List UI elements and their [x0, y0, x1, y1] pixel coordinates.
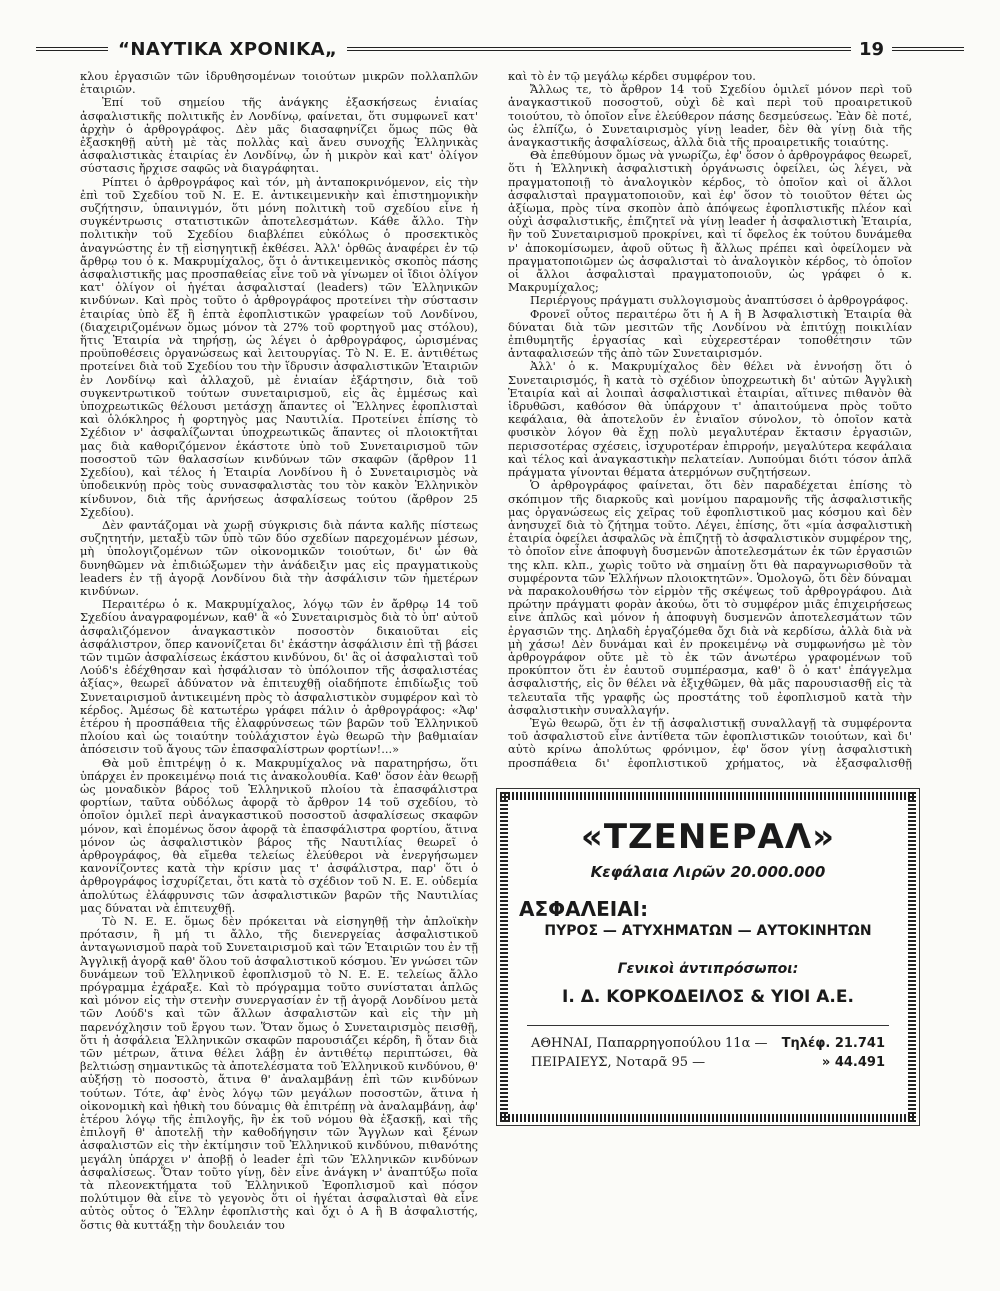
ad-border-left	[500, 792, 508, 1122]
ad-border-bottom	[500, 1114, 916, 1122]
ad-address-athens	[531, 1036, 885, 1051]
article-paragraph: Περιέργους πράγματι συλλογισμοὺς ἀναπτύσσει ὁ ἀρθρογράφος.	[530, 293, 909, 308]
ad-address-piraeus	[531, 1055, 885, 1070]
article-paragraph: Θὰ μοῦ ἐπιτρέψῃ ὁ κ. Μακρυμίχαλος νὰ παρατηρήσω, ὅτι ὑπάρχει ἐν προκειμένῳ ποιά τις ἀνακολουθία. Καθ' ὅσον ἐὰν θεωρῇ ὡς μοναδικὸν βάρος τοῦ Ἑλληνικοῦ πλοίου τὰ ἐπασφάλιστρα φορτίων, ταῦτα οὐδόλως ἀφορᾷ τὸ ἄρθρον 14 τοῦ σχεδίου, τὸ ὁποῖον ὁμιλεῖ περὶ ἀναγκαστικοῦ ποσοστοῦ ἀσφαλίσεως σκαφῶν μόνον, καὶ ἑπομένως ὅσον ἀφορᾷ τὰ ἐπασφάλιστρα φορτίου, ἅτινα μόνον ὡς ἀσφαλιστικὸν βάρος τῆς Ναυτιλίας θεωρεῖ ὁ ἀρθρογράφος, θὰ εἴμεθα τελείως ἐλεύθεροι νὰ ἐνεργήσωμεν κανονίζοντες κατὰ τὴν κρίσιν μας τ' ἀσφάλιστρα, παρ' ὅτι ὁ ἀρθρογράφος ἰσχυρίζεται, ὅτι κατὰ τὸ σχέδιον τοῦ Ν. Ε. Ε. οὐδεμία ἀπολύτως ἐλάφρυνσις τῶν ἀσφαλιστικῶν βαρῶν τῆς Ναυτιλίας μας δύναται νὰ ἐπιτευχθῇ.	[80, 755, 478, 915]
ad-border-right	[908, 792, 916, 1122]
article-paragraph: Ἄλλως τε, τὸ ἄρθρον 14 τοῦ Σχεδίου ὁμιλεῖ μόνον περὶ τοῦ ἀναγκαστικοῦ ποσοστοῦ, οὐχὶ δὲ καὶ περὶ τοῦ προαιρετικοῦ τοιούτου, τὸ ὁποῖον εἶνε ἐλεύθερον πάσης δεσμεύσεως. Ἐὰν δὲ ποτέ, ὡς ἐλπίζω, ὁ Συνεταιρισμὸς γίνῃ leader, δὲν θὰ γίνῃ διὰ τῆς ἀναγκαστικῆς ἀσφαλίσεως, ἀλλὰ διὰ τῆς προαιρετικῆς τοιαύτης.	[508, 82, 912, 150]
header-rule-right	[892, 47, 964, 51]
ad-brand-name: «ΤΖΕΝΕΡΑΛ»	[580, 817, 836, 857]
ad-address-phone: » 44.491	[821, 1055, 885, 1070]
masthead-title: “ΝΑΥΤΙΚΑ ΧΡΟΝΙΚΑ„	[118, 38, 338, 60]
article-paragraph: Τὸ Ν. Ε. Ε. ὅμως δὲν πρόκειται νὰ εἰσηγηθῇ τὴν ἀπλοϊκὴν πρότασιν, ἢ μή τι ἄλλο, τῆς διενεργείας ἀσφαλιστικοῦ ἀνταγωνισμοῦ παρὰ τοῦ Συνεταιρισμοῦ καὶ τῶν Ἑταιριῶν του ἐν τῇ Ἀγγλικῇ ἀγορᾷ καθ' ὅλου τοῦ ἀσφαλιστικοῦ κόσμου. Ἐν γνώσει τῶν δυνάμεων τοῦ Ἑλληνικοῦ ἐφοπλισμοῦ τὸ Ν. Ε. Ε. τελείως ἄλλο πρόγραμμα ἐχάραξε. Καὶ τὸ πρόγραμμα τοῦτο συνίσταται ἁπλῶς καὶ μόνον εἰς τὴν στενὴν συνεργασίαν ἐν τῇ ἀγορᾷ Λονδίνου μετὰ τῶν Λούδ's καὶ τῶν ἄλλων ἀσφαλιστῶν καὶ εἰς τὴν μὴ παρενόχλησιν τοῦ ἔργου των. Ὅταν ὅμως ὁ Συνεταιρισμὸς πεισθῇ, ὅτι ἡ ἀσφάλεια Ἑλληνικῶν σκαφῶν παρουσιάζει κέρδη, ἢ ὅταν διὰ τῶν μέτρων, ἅτινα θέλει λάβῃ ἐν ἀντιθέτῳ περιπτώσει, θὰ βελτιώσῃ σημαντικῶς τὰ ἀποτελέσματα τοῦ Ἑλληνικοῦ κινδύνου, θ' αὐξήσῃ τὸ ποσοστὸ, ἅτινα θ' ἀναλαμβάνῃ ἐπὶ τῶν κινδύνων τούτων. Τότε, ἀφ' ἑνὸς λόγῳ τῶν μεγάλων ποσοστῶν, ἅτινα ἡ οἰκονομικὴ καὶ ἠθικὴ του δύναμις θὰ ἐπιτρέπῃ νὰ ἀναλαμβάνῃ, ἀφ' ἑτέρου λόγῳ τῆς ἐπιλογῆς, ἣν ἐκ τοῦ νόμου θὰ ἐξασκῇ, καὶ τῆς ἐπιλογῆ θ' ἀποτελῇ τὴν καθοδήγησιν τῶν Ἄγγλων καὶ ξένων ἀσφαλιστῶν εἰς τὴν ἐκτίμησιν τοῦ Ἑλληνικοῦ κινδύνου, πιθανότης μεγάλη ὑπάρχει ν' ἀποβῇ ὁ leader ἐπὶ τῶν Ἑλληνικῶν κινδύνων ἀσφαλίσεως. Ὅταν τοῦτο γίνῃ, δὲν εἶνε ἀνάγκη ν' ἀναπτύξω ποῖα τὰ πλεονεκτήματα τοῦ Ἑλληνικοῦ Ἐφοπλισμοῦ καὶ πόσον πολύτιμον θὰ εἶνε τὸ γεγονὸς ὅτι οἱ ἡγέται ἀσφαλισταὶ θὰ εἶνε αὐτὸς οὗτος ὁ Ἕλλην ἐφοπλιστὴς καὶ ὄχι ὁ Α ἢ Β ἀσφαλιστής, ὅστις θὰ κυττάξῃ τὴν δουλειάν του	[80, 914, 478, 1232]
ad-address-place: ΠΕΙΡΑΙΕΥΣ, Νοταρᾶ 95 —	[531, 1055, 706, 1070]
article-paragraph: Ὁ ἀρθρογράφος φαίνεται, ὅτι δὲν παραδέχεται ἐπίσης τὸ σκόπιμον τῆς διαρκοῦς καὶ μονίμου παραμονῆς τῆς ἀσφαλιστικῆς μας ὀργανώσεως εἰς χεῖρας τοῦ ἐφοπλιστικοῦ μας κόσμου καὶ δὲν ἀνησυχεῖ διὰ τὸ ζήτημα τοῦτο. Λέγει, ἐπίσης, ὅτι «μία ἀσφαλιστικὴ ἑταιρία ὀφείλει ἀσφαλῶς νὰ ἐπιζητῇ τὸ ἀσφαλιστικὸν συμφέρον της, τὸ ὁποῖον εἶνε ἀποφυγὴ δυσμενῶν ἀποτελεσμάτων ἐκ τῶν ἐργασιῶν της κλπ. κλπ., χωρὶς τοῦτο νὰ σημαίνῃ ὅτι θὰ παραγνωρισθοῦν τὰ συμφέροντα τῶν Ἑλλήνων πλοιοκτητῶν». Ὁμολογῶ, ὅτι δὲν δύναμαι νὰ παρακολουθήσω τὸν εἱρμὸν τῆς σκέψεως τοῦ ἀρθρογράφου. Διὰ πρώτην πράγματι φορὰν ἀκούω, ὅτι τὸ συμφέρον μιᾶς ἐπιχειρήσεως εἶνε ἁπλῶς καὶ μόνον ἡ ἀποφυγὴ δυσμενῶν ἀποτελεσμάτων τῶν ἐργασιῶν της. Δηλαδὴ ἐργαζόμεθα ὄχι διὰ νὰ κερδίσω, ἀλλὰ διὰ νὰ μὴ χάσω! Δὲν δυνάμαι καὶ ἐν προκειμένῳ νὰ συμφωνήσω μὲ τὸν ἀρθρογράφον οὔτε μὲ τὸ ἐκ τῶν ἀνωτέρω γραφομένων τοῦ προκύπτον ὅτι ἐν ἑαυτοῦ συμπέρασμα, καθ' ὃ ὁ κατ' ἐπάγγελμα ἀσφαλιστής, εἰς ὃν θέλει νὰ ἐξιχθῶμεν, θὰ μᾶς παρουσιασθῇ εἰς τὰ τελευταῖα τῆς γραφῆς ὡς προστάτης τοῦ ἐφοπλισμοῦ κατὰ τὴν ἀσφαλιστικὴν συναλλαγήν.	[508, 478, 912, 717]
article-left-column	[80, 70, 478, 1250]
article-paragraph: Ἐπί τοῦ σημείου τῆς ἀνάγκης ἐξασκήσεως ἑνιαίας ἀσφαλιστικῆς πολιτικῆς ἐν Λονδίνῳ, φαίνεται, ὅτι συμφωνεῖ κατ' ἀρχὴν ὁ ἀρθρογράφος. Δὲν μᾶς διασαφηνίζει ὅμως πῶς θὰ ἐξασκηθῇ αὐτὴ μὲ τὰς πολλὰς καὶ ἄνευ συνοχῆς Ἑλληνικὰς ἀσφαλιστικὰς ἑταιρίας ἐν Λονδίνῳ, ὧν ἡ μικρὸν καὶ κατ' ὀλίγον σύστασις ἤρχισε σαφῶς νὰ διαγράφηται.	[80, 95, 478, 176]
ad-capital: Κεφάλαια Λιρῶν 20.000.000	[590, 863, 826, 881]
header-rule-left	[36, 47, 108, 51]
ad-insurance-title: ΑΣΦΑΛΕΙΑΙ:	[519, 897, 649, 921]
article-paragraph: κλου ἐργασιῶν τῶν ἱδρυθησομένων τοιούτων μικρῶν πολλαπλῶν ἑταιριῶν.	[80, 70, 478, 97]
ad-content	[517, 807, 899, 1107]
article-paragraph: Θὰ ἐπεθύμουν ὅμως νὰ γνωρίζω, ἐφ' ὅσον ὁ ἀρθρογράφος θεωρεῖ, ὅτι ἡ Ἑλληνικὴ ἀσφαλιστικὴ ὀργάνωσις ὀφείλει, ὡς λέγει, νὰ πραγματοποιῇ τὸ ἀναλογικὸν κέρδος, τὸ ὁποῖον καὶ οἱ ἄλλοι ἀσφαλισταὶ πραγματοποιοῦν, καὶ ἐφ' ὅσον τὸ τοιοῦτον θέτει ὡς ἀξίωμα, πρὸς τίνα σκοπὸν ἀπὸ ἀπόψεως ἐφοπλιστικῆς πλέον καὶ οὐχὶ ἀσφαλιστικῆς, ἐπιζητεῖ νὰ γίνῃ leader ἡ ἀσφαλιστικὴ Ἑταιρία, ἣν τοῦ Συνεταιρισμοῦ προκρίνει, καὶ τί ὄφελος ἐκ τούτου δυνάμεθα ν' ἀποκομίσωμεν, ἀφοῦ οὕτως ἢ ἄλλως πρέπει καὶ ὀφείλομεν νὰ πραγματοποιῶμεν ὡς ἀσφαλισταὶ τὸ ἀναλογικὸν κέρδος, τὸ ὁποῖον οἱ ἄλλοι ἀσφαλισταὶ πραγματοποιοῦν, ὡς γράφει ὁ κ. Μακρυμίχαλος;	[508, 148, 912, 295]
ad-insurance-types: ΠΥΡΟΣ — ΑΤΥΧΗΜΑΤΩΝ — ΑΥΤΟΚΙΝΗΤΩΝ	[544, 923, 872, 939]
header-rule-middle	[347, 47, 851, 51]
ad-address-phone: Τηλέφ. 21.741	[781, 1036, 885, 1051]
article-right-column	[508, 70, 912, 770]
article-paragraph: καὶ τὸ ἐν τῷ μεγάλῳ κέρδει συμφέρον του.	[508, 70, 756, 83]
ad-agents-label: Γενικοὶ ἀντιπρόσωποι:	[617, 961, 799, 977]
advertisement-box	[496, 788, 920, 1126]
ad-divider	[527, 1025, 889, 1026]
article-paragraph: Ἐγὼ θεωρῶ, ὅτι ἐν τῇ ἀσφαλιστικῇ συναλλαγῇ τὰ συμφέροντα τοῦ ἀσφαλιστοῦ εἶνε ἀντίθετα τῶν ἐφοπλιστικῶν τοιούτων, καὶ δι' αὐτὸ κρίνω ἀπολύτως φρόνιμον, ἐφ' ὅσον γίνῃ ἀσφαλιστικὴ προσπάθεια δι' ἐφοπλιστικοῦ χρήματος, νὰ ἐξασφαλισθῇ	[508, 715, 912, 770]
article-paragraph: Ρίπτει ὁ ἀρθρογράφος καὶ τόν, μὴ ἀνταποκρινόμενον, εἰς τὴν ἐπὶ τοῦ Σχεδίου τοῦ Ν. Ε. Ε. ἀντικειμενικὴν καὶ ἐπιστημονικὴν συζήτησιν, ὑπαινιγμόν, ὅτι μόνη πολιτικὴ τοῦ σχεδίου εἶνε ἡ συγκέντρωσις στατιστικῶν ἀποτελεσμάτων. Κάθε ἄλλο. Τὴν πολιτικὴν τοῦ Σχεδίου διαβλέπει εὐκόλως ὁ προσεκτικὸς ἀναγνώστης ἐν τῇ εἰσηγητικῇ ἐκθέσει. Ἀλλ' ὀρθῶς ἀναφέρει ἐν τῷ ἄρθρῳ του ὁ κ. Μακρυμίχαλος, ὅτι ὁ ἀντικειμενικὸς σκοπὸς πάσης ἀσφαλιστικῆς μας προσπαθείας εἶνε τοῦ νὰ γίνωμεν οἱ ἴδιοι ὀλίγον κατ' ὀλίγον οἱ ἡγέται ἀσφαλισταί (leaders) τῶν Ἑλληνικῶν κινδύνων. Καὶ πρὸς τοῦτο ὁ ἀρθρογράφος προτείνει τὴν σύστασιν ἑταιρίας ὑπὸ ἕξ ἢ ἑπτὰ ἐφοπλιστικῶν γραφείων τοῦ Λονδίνου, (διαχειριζομένων ὅμως μόνον τὰ 27% τοῦ φορτηγοῦ μας στόλου), ἥτις Ἑταιρία νὰ τηρήσῃ, ὡς λέγει ὁ ἀρθρογράφος, ὡρισμένας προϋποθέσεις ὀργανώσεως καὶ λειτουργίας. Τὸ Ν. Ε. Ε. ἀντιθέτως προτείνει διὰ τοῦ Σχεδίου του τὴν ἵδρυσιν ἀσφαλιστικῶν Ἑταιριῶν ἐν Λονδίνῳ καὶ ἀλλαχοῦ, μὲ ἑνιαίαν ἐξάρτησιν, διὰ τοῦ συγκεντρωτικοῦ τούτων συνεταιρισμοῦ, εἰς ἃς ἐμμέσως καὶ ὑποχρεωτικῶς θέλουσι μετάσχῃ ἅπαντες οἱ Ἕλληνες ἐφοπλισταὶ καὶ ὁλόκληρος ἡ φορτηγὸς μας Ναυτιλία. Προτείνει ἐπίσης τὸ Σχέδιον ν' ἀσφαλίζωνται ὑποχρεωτικῶς ἅπαντες οἱ πλοιοκτῆται μας διὰ καθοριζόμενον ἑκάστοτε ὑπὸ τοῦ Συνεταιρισμοῦ τῶν ποσοστοῦ τῶν θαλασσίων κινδύνων τῶν σκαφῶν (ἄρθρον 11 Σχεδίου), καὶ τέλος ἡ Ἑταιρία Λονδίνου ἢ ὁ Συνεταιρισμὸς νὰ ὑποδεικνύῃ πρὸς τοὺς συνασφαλιστὰς του τὸν κακὸν Ἑλληνικὸν κίνδυνον, διὰ τῆς ἀρνήσεως ἀσφαλίσεως τούτου (ἄρθρον 25 Σχεδίου).	[80, 174, 478, 519]
article-paragraph: Ἀλλ' ὁ κ. Μακρυμίχαλος δὲν θέλει νὰ ἐννοήσῃ ὅτι ὁ Συνεταιρισμός, ἢ κατὰ τὸ σχέδιον ὑποχρεωτικὴ δι' αὐτῶν Ἀγγλικὴ Ἑταιρία καὶ αἱ λοιπαὶ ἀσφαλιστικαὶ ἑταιρίαι, αἵτινες πιθανὸν θὰ ἱδρυθῶσι, καθόσον θὰ ὑπάρχουν τ' ἀπαιτούμενα πρὸς τοῦτο κεφάλαια, θὰ ἀποτελοῦν ἐν ἑνιαῖον σύνολον, τὸ ὁποῖον κατὰ φυσικὸν λόγον θὰ ἔχῃ πολὺ μεγαλυτέραν ἔκτασιν ἐργασιῶν, περισσοτέρας σχέσεις, ἰσχυροτέραν ἐπιρροήν, μεγαλύτερα κεφάλαια καὶ τέλος καὶ ἀναγκαστικὴν πελατείαν. Λυπούμαι διότι τόσον ἁπλᾶ πράγματα γίνονται θέματα ἀτερμόνων συζητήσεων.	[508, 359, 912, 480]
ad-border-top	[500, 792, 916, 800]
article-paragraph: Δὲν φαντάζομαι νὰ χωρῇ σύγκρισις διὰ πάντα καλῆς πίστεως συζητητήν, μεταξὺ τῶν ὑπὸ τῶν δύο σχεδίων παρεχομένων μέσων, μὴ ὑπολογιζομένων τῶν οἰκονομικῶν τοιούτων, δι' ὧν θὰ δυνηθῶμεν νὰ ἐπιδιώξωμεν τὴν ἀνάδειξιν μας εἰς πραγματικοὺς leaders ἐν τῇ ἀγορᾷ Λονδίνου διὰ τὴν ἀσφάλισιν τῶν ἡμετέρων κινδύνων.	[80, 517, 478, 598]
page-header	[36, 36, 964, 62]
ad-address-place: ΑΘΗΝΑΙ, Παπαρρηγοπούλου 11α —	[531, 1036, 768, 1051]
page-number: 19	[858, 38, 884, 60]
article-paragraph: Περαιτέρω ὁ κ. Μακρυμίχαλος, λόγῳ τῶν ἐν ἄρθρῳ 14 τοῦ Σχεδίου ἀναγραφομένων, καθ' ἃ «ὁ Συνεταιρισμὸς διὰ τὸ ὑπ' αὐτοῦ ἀσφαλιζόμενον ἀναγκαστικὸν ποσοστὸν δικαιοῦται εἰς ἀσφάλιστρον, ὅπερ κανονίζεται δι' ἑκάστην ἀσφάλισιν ἐπὶ τῇ βάσει τῶν τιμῶν ἀσφαλίσεως ἑκάστου κινδύνου, δι' ἃς οἱ ἀσφαλισταὶ τοῦ Λούδ's ἐδέχθησαν καὶ ἠσφάλισαν τὸ ὑπόλοιπον τῆς ἀσφαλιστέας ἀξίας», θεωρεῖ ἀδύνατον νὰ ἐπιτευχθῇ οἱαδήποτε ἐπιδίωξις τοῦ Συνεταιρισμοῦ ἀντικειμένη πρὸς τὸ ἀσφαλιστικὸν συμφέρον καὶ τὸ κέρδος. Ἀμέσως δὲ κατωτέρω γράφει πάλιν ὁ ἀρθρογράφος: «Ἀφ' ἑτέρου ἡ προσπάθεια τῆς ἐλαφρύνσεως τῶν βαρῶν τοῦ Ἑλληνικοῦ πλοίου καὶ ὡς τοιαύτην τοὐλάχιστον ἐγὼ θεωρῶ τὴν βαθμιαίαν ἀπόσεισιν τοῦ ἄγους τῶν ἐπασφαλίστρων φορτίων!...»	[80, 597, 478, 757]
article-paragraph: Φρονεῖ οὗτος περαιτέρω ὅτι ἡ Α ἢ Β Ἀσφαλιστικὴ Ἑταιρία θὰ δύναται διὰ τῶν μεσιτῶν τῆς Λονδίνου νὰ ἐπιτύχῃ ποικιλίαν ἐπιθυμητῆς ἐργασίας καὶ εὐχερεστέραν τοποθέτησιν τῶν ἀνταφαλισεών τῆς ἀπὸ τῶν Συνεταιρισμόν.	[508, 306, 912, 361]
ad-agents-name: Ι. Δ. ΚΟΡΚΟΔΕΙΛΟΣ & ΥΙΟΙ Α.Ε.	[562, 987, 854, 1007]
